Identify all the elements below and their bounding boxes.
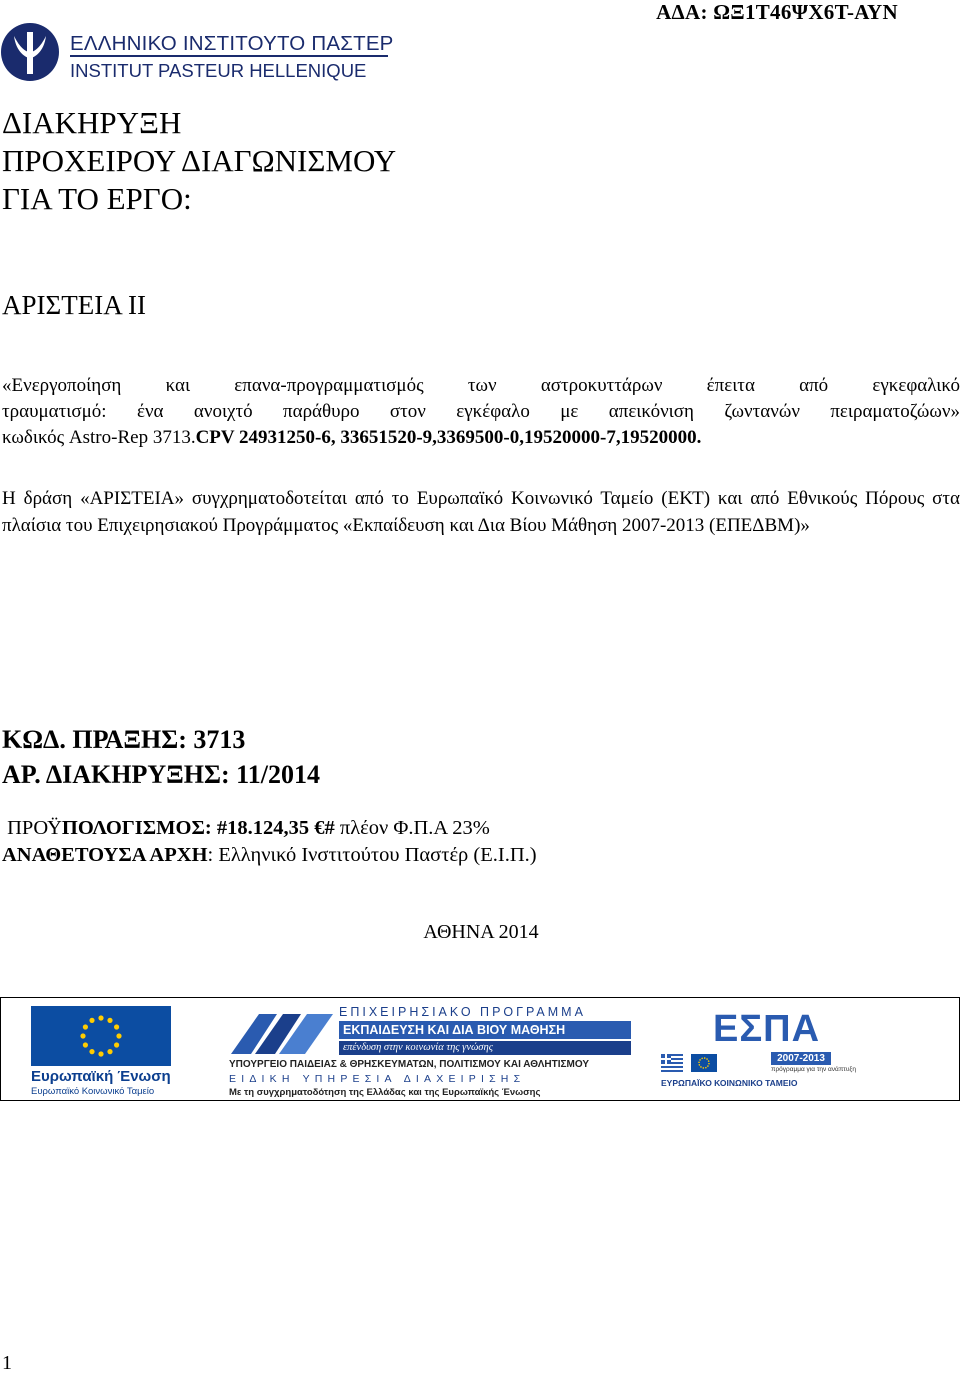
authority-line — [2, 842, 537, 869]
budget-vat: πλέον Φ.Π.Α 23% — [334, 817, 490, 839]
authority-label: ΑΝΑΘΕΤΟΥΣΑ ΑΡΧΗ — [2, 844, 208, 866]
funding-statement: Η δράση «ΑΡΙΣΤΕΙΑ» συγχρηματοδοτείται από το Ευρωπαϊκό Κοινωνικό Ταμείο (ΕΚΤ) και από Εθνικούς Πόρους στα πλαίσια του Επιχειρησιακού Προγράμματος «Εκπαίδευση και Δια Βίου Μάθηση 2007-2013 (ΕΠΕΔΒΜ)» — [2, 488, 960, 536]
op-motto: επένδυση στην κοινωνία της γνώσης — [339, 1041, 631, 1055]
eu-small-flag-icon — [691, 1054, 717, 1072]
codes-block — [2, 722, 320, 792]
description-line-1: «Ενεργοποίηση και επανα-προγραμματισμός των αστροκυττάρων έπειτα από εγκεφαλικό — [2, 375, 960, 396]
espa-logo-text: ΕΣΠΑ — [713, 1008, 821, 1050]
description-line-3 — [2, 425, 960, 451]
authority-value: : Ελληνικό Ινστιτούτου Παστέρ (Ε.Ι.Π.) — [207, 844, 537, 866]
op-name: ΕΚΠΑΙΔΕΥΣΗ ΚΑΙ ΔΙΑ ΒΙΟΥ ΜΑΘΗΣΗ — [339, 1021, 631, 1039]
action-code: ΚΩΔ. ΠΡΑΞΗΣ: 3713 — [2, 725, 246, 754]
budget-amount: ΠΟΛΟΓΙΣΜΟΣ: #18.124,35 €# — [61, 817, 335, 839]
document-title — [2, 104, 396, 218]
description-line-2: τραυματισμό: ένα ανοιχτό παράθυρο στον εγκέφαλο με απεικόνιση ζωντανών πειραματοζώων» — [2, 401, 960, 422]
funding-banner — [0, 997, 960, 1101]
greek-flag-icon — [661, 1054, 683, 1072]
op-title: ΕΠΙΧΕΙΡΗΣΙΑΚΟ ΠΡΟΓΡΑΜΜΑ — [339, 1005, 586, 1019]
cofinance-statement: Με τη συγχρηματοδότηση της Ελλάδας και της Ευρωπαϊκής Ένωσης — [229, 1087, 541, 1098]
project-code: κωδικός Astro-Rep 3713. — [2, 427, 196, 448]
title-line-1: ΔΙΑΚΗΡΥΞΗ — [2, 105, 182, 140]
op-education-logo-icon — [229, 1010, 335, 1056]
budget-prefix: ΠΡΟΫ — [7, 817, 62, 839]
espa-subtitle: πρόγραμμα για την ανάπτυξη — [771, 1066, 856, 1073]
place-date: ΑΘΗΝΑ 2014 — [423, 921, 539, 943]
eu-flag-icon — [31, 1006, 171, 1066]
eu-fund-name: Ευρωπαϊκό Κοινωνικό Ταμείο — [31, 1086, 155, 1097]
project-name: ΑΡΙΣΤΕΙΑ ΙΙ — [2, 290, 146, 320]
esf-name: ΕΥΡΩΠΑΪΚΟ ΚΟΙΝΩΝΙΚΟ ΤΑΜΕΙΟ — [661, 1078, 798, 1088]
ministry-name: ΥΠΟΥΡΓΕΙΟ ΠΑΙΔΕΙΑΣ & ΘΡΗΣΚΕΥΜΑΤΩΝ, ΠΟΛΙΤΙΣΜΟΥ ΚΑΙ ΑΘΛΗΤΙΣΜΟΥ — [229, 1059, 589, 1070]
budget-line — [2, 815, 537, 842]
declaration-number: ΑΡ. ΔΙΑΚΗΡΥΞΗΣ: 11/2014 — [2, 760, 320, 789]
title-line-3: ΓΙΑ ΤΟ ΕΡΓΟ: — [2, 181, 192, 216]
managing-authority: ΕΙΔΙΚΗ ΥΠΗΡΕΣΙΑ ΔΙΑΧΕΙΡΙΣΗΣ — [229, 1073, 526, 1085]
page-number: 1 — [2, 1352, 12, 1374]
title-line-2: ΠΡΟΧΕΙΡΟΥ ΔΙΑΓΩΝΙΣΜΟΥ — [2, 143, 397, 178]
espa-years: 2007-2013 — [771, 1052, 831, 1065]
eu-name: Ευρωπαϊκή Ένωση — [31, 1068, 171, 1085]
ada-code: ΑΔΑ: ΩΞ1Τ46ΨΧ6Τ-ΑΥΝ — [656, 0, 898, 24]
cpv-codes: CPV 24931250-6, 33651520-9,3369500-0,19520000-7,19520000. — [195, 427, 702, 448]
logo-text-greek: ΕΛΛΗΝΙΚΟ ΙΝΣΤΙΤΟΥΤΟ ΠΑΣΤΕΡ — [70, 32, 394, 55]
project-description — [2, 373, 960, 451]
logo-text-french: INSTITUT PASTEUR HELLENIQUE — [70, 60, 367, 81]
budget-block — [2, 815, 537, 869]
